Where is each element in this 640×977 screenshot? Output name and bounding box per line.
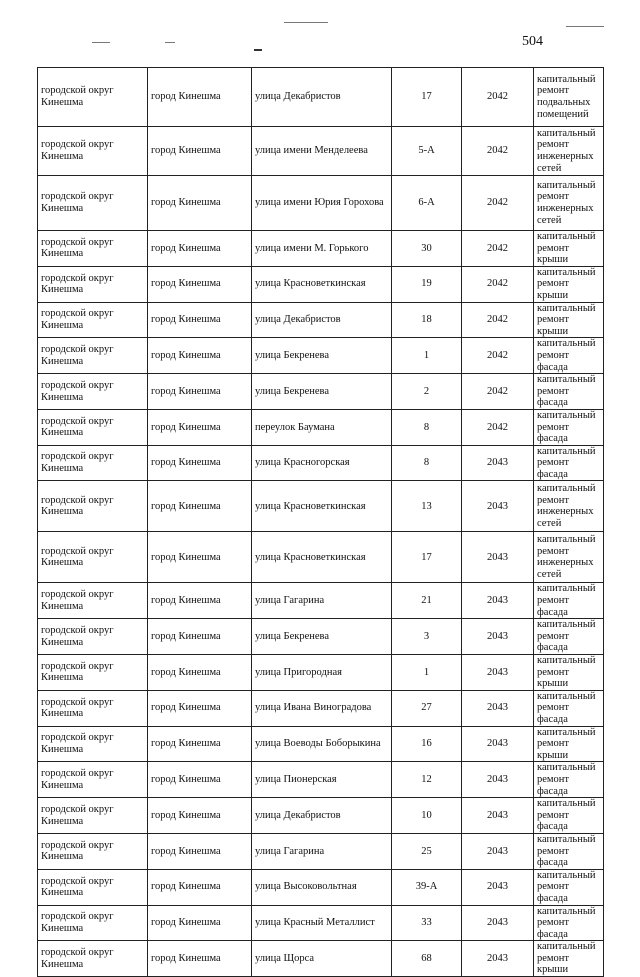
house-number-cell: 17 bbox=[392, 532, 462, 583]
house-number-cell: 25 bbox=[392, 833, 462, 869]
table-row bbox=[38, 869, 604, 905]
year-cell: 2043 bbox=[462, 690, 534, 726]
year-cell: 2042 bbox=[462, 338, 534, 374]
table-row bbox=[38, 338, 604, 374]
work-type-cell: капитальный ремонт крыши bbox=[534, 266, 604, 302]
year-cell: 2043 bbox=[462, 762, 534, 798]
scan-artifact-line bbox=[165, 42, 175, 43]
district-cell: городской округ Кинешма bbox=[38, 655, 148, 691]
year-cell: 2042 bbox=[462, 127, 534, 176]
year-cell: 2043 bbox=[462, 941, 534, 977]
street-cell: улица Красный Металлист bbox=[252, 905, 392, 941]
work-type-cell: капитальный ремонт инженерных сетей bbox=[534, 176, 604, 231]
year-cell: 2043 bbox=[462, 619, 534, 655]
district-cell: городской округ Кинешма bbox=[38, 905, 148, 941]
district-cell: городской округ Кинешма bbox=[38, 583, 148, 619]
street-cell: улица Бекренева bbox=[252, 338, 392, 374]
page-number: 504 bbox=[522, 34, 543, 49]
street-cell: улица имени Юрия Горохова bbox=[252, 176, 392, 231]
year-cell: 2043 bbox=[462, 655, 534, 691]
city-cell: город Кинешма bbox=[148, 798, 252, 834]
district-cell: городской округ Кинешма bbox=[38, 68, 148, 127]
house-number-cell: 39-А bbox=[392, 869, 462, 905]
district-cell: городской округ Кинешма bbox=[38, 726, 148, 762]
year-cell: 2043 bbox=[462, 798, 534, 834]
work-type-cell: капитальный ремонт подвальных помещений bbox=[534, 68, 604, 127]
house-number-cell: 16 bbox=[392, 726, 462, 762]
work-type-cell: капитальный ремонт фасада bbox=[534, 409, 604, 445]
district-cell: городской округ Кинешма bbox=[38, 338, 148, 374]
district-cell: городской округ Кинешма bbox=[38, 445, 148, 481]
city-cell: город Кинешма bbox=[148, 231, 252, 267]
street-cell: улица имени М. Горького bbox=[252, 231, 392, 267]
street-cell: улица Пионерская bbox=[252, 762, 392, 798]
city-cell: город Кинешма bbox=[148, 266, 252, 302]
city-cell: город Кинешма bbox=[148, 127, 252, 176]
work-type-cell: капитальный ремонт инженерных сетей bbox=[534, 532, 604, 583]
house-number-cell: 17 bbox=[392, 68, 462, 127]
work-type-cell: капитальный ремонт крыши bbox=[534, 231, 604, 267]
table-row bbox=[38, 68, 604, 127]
district-cell: городской округ Кинешма bbox=[38, 409, 148, 445]
city-cell: город Кинешма bbox=[148, 374, 252, 410]
work-type-cell: капитальный ремонт фасада bbox=[534, 762, 604, 798]
year-cell: 2042 bbox=[462, 176, 534, 231]
work-type-cell: капитальный ремонт крыши bbox=[534, 302, 604, 338]
year-cell: 2042 bbox=[462, 374, 534, 410]
year-cell: 2042 bbox=[462, 266, 534, 302]
street-cell: улица Гагарина bbox=[252, 583, 392, 619]
table-row bbox=[38, 941, 604, 977]
work-type-cell: капитальный ремонт фасада bbox=[534, 338, 604, 374]
street-cell: переулок Баумана bbox=[252, 409, 392, 445]
work-type-cell: капитальный ремонт фасада bbox=[534, 445, 604, 481]
house-number-cell: 19 bbox=[392, 266, 462, 302]
table-row bbox=[38, 690, 604, 726]
year-cell: 2043 bbox=[462, 905, 534, 941]
district-cell: городской округ Кинешма bbox=[38, 941, 148, 977]
city-cell: город Кинешма bbox=[148, 726, 252, 762]
work-type-cell: капитальный ремонт фасада bbox=[534, 833, 604, 869]
district-cell: городской округ Кинешма bbox=[38, 231, 148, 267]
table-row bbox=[38, 266, 604, 302]
street-cell: улица Воеводы Боборыкина bbox=[252, 726, 392, 762]
city-cell: город Кинешма bbox=[148, 68, 252, 127]
district-cell: городской округ Кинешма bbox=[38, 374, 148, 410]
district-cell: городской округ Кинешма bbox=[38, 266, 148, 302]
year-cell: 2043 bbox=[462, 583, 534, 619]
house-number-cell: 1 bbox=[392, 338, 462, 374]
work-type-cell: капитальный ремонт крыши bbox=[534, 655, 604, 691]
table-row bbox=[38, 583, 604, 619]
district-cell: городской округ Кинешма bbox=[38, 619, 148, 655]
district-cell: городской округ Кинешма bbox=[38, 869, 148, 905]
work-type-cell: капитальный ремонт фасада bbox=[534, 583, 604, 619]
district-cell: городской округ Кинешма bbox=[38, 833, 148, 869]
district-cell: городской округ Кинешма bbox=[38, 302, 148, 338]
work-type-cell: капитальный ремонт крыши bbox=[534, 726, 604, 762]
scan-artifact-line bbox=[284, 22, 328, 23]
house-number-cell: 33 bbox=[392, 905, 462, 941]
street-cell: улица Гагарина bbox=[252, 833, 392, 869]
house-number-cell: 68 bbox=[392, 941, 462, 977]
scan-artifact-line bbox=[566, 26, 604, 27]
house-number-cell: 30 bbox=[392, 231, 462, 267]
table-row bbox=[38, 374, 604, 410]
year-cell: 2043 bbox=[462, 869, 534, 905]
street-cell: улица Ивана Виноградова bbox=[252, 690, 392, 726]
work-type-cell: капитальный ремонт инженерных сетей bbox=[534, 481, 604, 532]
street-cell: улица Красногорская bbox=[252, 445, 392, 481]
city-cell: город Кинешма bbox=[148, 302, 252, 338]
district-cell: городской округ Кинешма bbox=[38, 481, 148, 532]
year-cell: 2042 bbox=[462, 231, 534, 267]
table-row bbox=[38, 905, 604, 941]
city-cell: город Кинешма bbox=[148, 762, 252, 798]
table-row bbox=[38, 127, 604, 176]
year-cell: 2043 bbox=[462, 481, 534, 532]
house-number-cell: 6-А bbox=[392, 176, 462, 231]
year-cell: 2043 bbox=[462, 445, 534, 481]
house-number-cell: 3 bbox=[392, 619, 462, 655]
house-number-cell: 8 bbox=[392, 409, 462, 445]
city-cell: город Кинешма bbox=[148, 905, 252, 941]
table-body bbox=[38, 68, 604, 977]
table-row bbox=[38, 655, 604, 691]
city-cell: город Кинешма bbox=[148, 409, 252, 445]
table-row bbox=[38, 176, 604, 231]
street-cell: улица Красноветкинская bbox=[252, 532, 392, 583]
district-cell: городской округ Кинешма bbox=[38, 690, 148, 726]
district-cell: городской округ Кинешма bbox=[38, 532, 148, 583]
city-cell: город Кинешма bbox=[148, 619, 252, 655]
street-cell: улица Пригородная bbox=[252, 655, 392, 691]
work-type-cell: капитальный ремонт инженерных сетей bbox=[534, 127, 604, 176]
district-cell: городской округ Кинешма bbox=[38, 176, 148, 231]
table-row bbox=[38, 481, 604, 532]
street-cell: улица Декабристов bbox=[252, 68, 392, 127]
work-type-cell: капитальный ремонт фасада bbox=[534, 690, 604, 726]
city-cell: город Кинешма bbox=[148, 445, 252, 481]
city-cell: город Кинешма bbox=[148, 833, 252, 869]
work-type-cell: капитальный ремонт фасада bbox=[534, 869, 604, 905]
table-row bbox=[38, 619, 604, 655]
scan-artifact-line bbox=[92, 42, 110, 43]
city-cell: город Кинешма bbox=[148, 869, 252, 905]
work-type-cell: капитальный ремонт фасада bbox=[534, 905, 604, 941]
scan-artifact-line bbox=[254, 49, 262, 51]
work-type-cell: капитальный ремонт крыши bbox=[534, 941, 604, 977]
table-row bbox=[38, 532, 604, 583]
street-cell: улица Бекренева bbox=[252, 374, 392, 410]
street-cell: улица Декабристов bbox=[252, 798, 392, 834]
house-number-cell: 1 bbox=[392, 655, 462, 691]
district-cell: городской округ Кинешма bbox=[38, 798, 148, 834]
year-cell: 2043 bbox=[462, 833, 534, 869]
city-cell: город Кинешма bbox=[148, 532, 252, 583]
city-cell: город Кинешма bbox=[148, 690, 252, 726]
house-number-cell: 2 bbox=[392, 374, 462, 410]
work-type-cell: капитальный ремонт фасада bbox=[534, 374, 604, 410]
year-cell: 2043 bbox=[462, 726, 534, 762]
table-row bbox=[38, 445, 604, 481]
table-row bbox=[38, 726, 604, 762]
work-type-cell: капитальный ремонт фасада bbox=[534, 798, 604, 834]
year-cell: 2042 bbox=[462, 409, 534, 445]
repair-schedule-table bbox=[37, 67, 604, 977]
table-row bbox=[38, 762, 604, 798]
table-row bbox=[38, 798, 604, 834]
district-cell: городской округ Кинешма bbox=[38, 762, 148, 798]
house-number-cell: 18 bbox=[392, 302, 462, 338]
table-row bbox=[38, 231, 604, 267]
city-cell: город Кинешма bbox=[148, 655, 252, 691]
street-cell: улица Бекренева bbox=[252, 619, 392, 655]
city-cell: город Кинешма bbox=[148, 481, 252, 532]
table-row bbox=[38, 409, 604, 445]
table-row bbox=[38, 833, 604, 869]
house-number-cell: 13 bbox=[392, 481, 462, 532]
year-cell: 2043 bbox=[462, 532, 534, 583]
year-cell: 2042 bbox=[462, 68, 534, 127]
house-number-cell: 12 bbox=[392, 762, 462, 798]
house-number-cell: 10 bbox=[392, 798, 462, 834]
year-cell: 2042 bbox=[462, 302, 534, 338]
house-number-cell: 27 bbox=[392, 690, 462, 726]
city-cell: город Кинешма bbox=[148, 941, 252, 977]
city-cell: город Кинешма bbox=[148, 338, 252, 374]
city-cell: город Кинешма bbox=[148, 176, 252, 231]
street-cell: улица Декабристов bbox=[252, 302, 392, 338]
street-cell: улица Красноветкинская bbox=[252, 266, 392, 302]
district-cell: городской округ Кинешма bbox=[38, 127, 148, 176]
city-cell: город Кинешма bbox=[148, 583, 252, 619]
work-type-cell: капитальный ремонт фасада bbox=[534, 619, 604, 655]
street-cell: улица Высоковольтная bbox=[252, 869, 392, 905]
street-cell: улица имени Менделеева bbox=[252, 127, 392, 176]
street-cell: улица Красноветкинская bbox=[252, 481, 392, 532]
house-number-cell: 21 bbox=[392, 583, 462, 619]
street-cell: улица Щорса bbox=[252, 941, 392, 977]
house-number-cell: 8 bbox=[392, 445, 462, 481]
house-number-cell: 5-А bbox=[392, 127, 462, 176]
table-row bbox=[38, 302, 604, 338]
